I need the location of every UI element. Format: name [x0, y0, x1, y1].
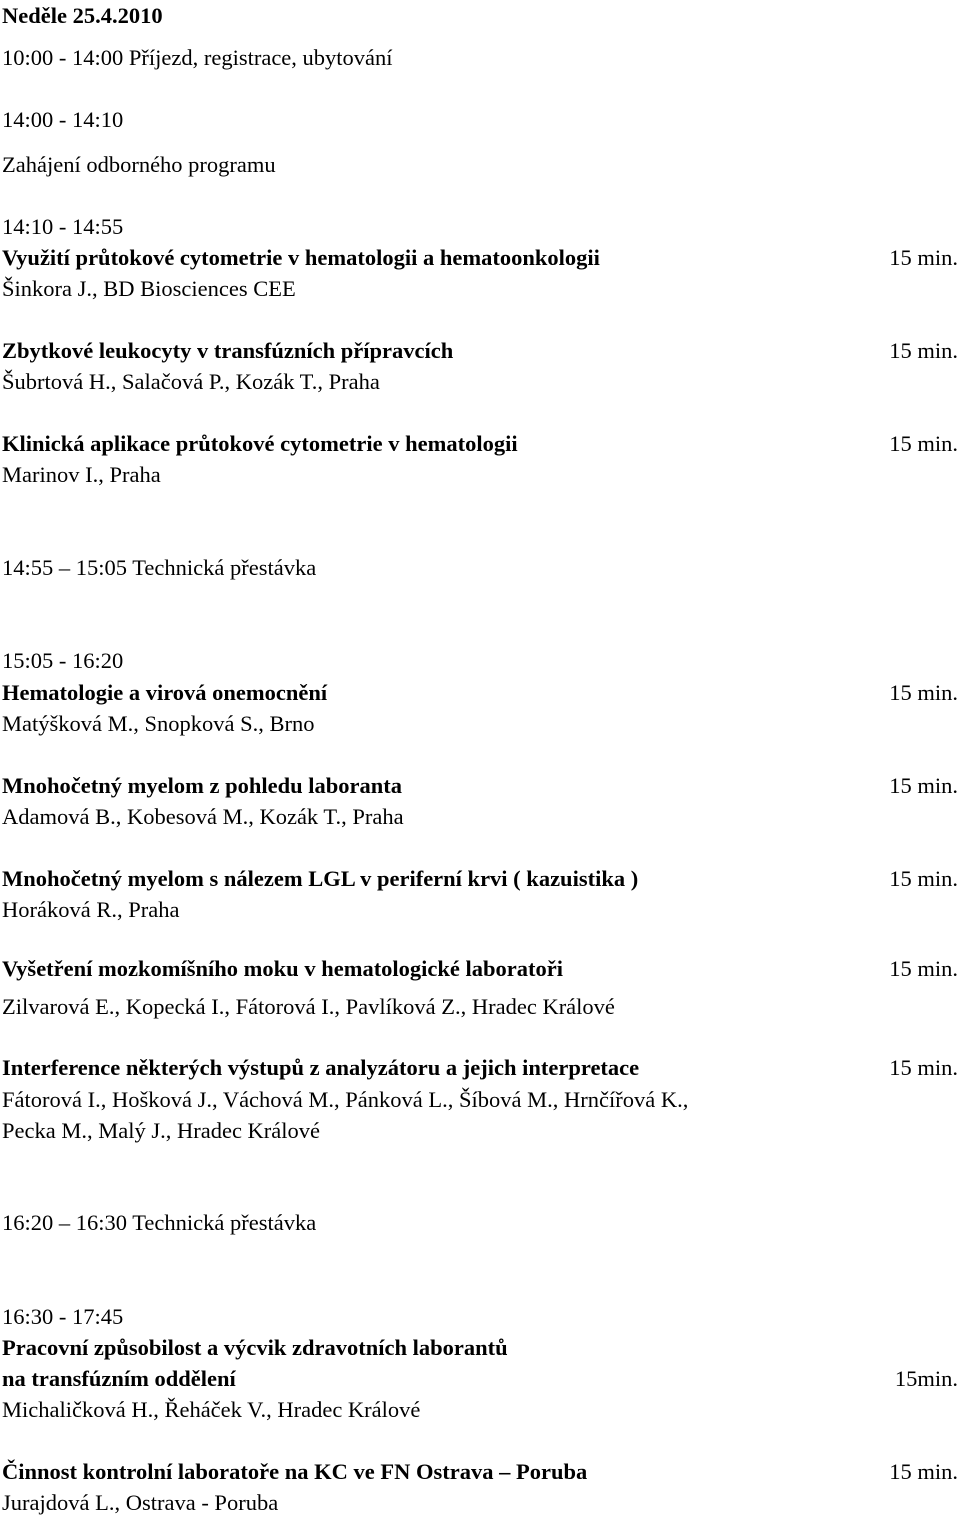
talk-authors: Fátorová I., Hošková J., Váchová M., Pánková L., Šíbová M., Hrnčířová K., [2, 1087, 689, 1112]
talk-authors: Marinov I., Praha [2, 462, 161, 487]
talk-authors: Michaličková H., Řeháček V., Hradec Králové [2, 1397, 421, 1422]
block2-time: 15:05 - 16:20 [2, 648, 124, 673]
block3-time: 16:30 - 17:45 [2, 1304, 124, 1329]
talk-title: Mnohočetný myelom z pohledu laboranta [2, 773, 403, 798]
talk-authors: Adamová B., Kobesová M., Kozák T., Praha [2, 804, 404, 829]
talk-authors: Šubrtová H., Salačová P., Kozák T., Praha [2, 369, 380, 394]
talk-title: na transfúzním oddělení [2, 1366, 236, 1391]
talk-authors: Zilvarová E., Kopecká I., Fátorová I., Pavlíková Z., Hradec Králové [2, 994, 615, 1019]
talk-duration: 15 min. [889, 245, 958, 270]
talk-title: Činnost kontrolní laboratoře na KC ve FN Ostrava – Poruba [2, 1459, 588, 1484]
arrival-line: 10:00 - 14:00 Příjezd, registrace, ubytování [2, 45, 393, 70]
talk-duration: 15min. [894, 1366, 958, 1391]
talk-title: Využití průtokové cytometrie v hematologii a hematoonkologii [2, 245, 600, 270]
talk-title: Hematologie a virová onemocnění [2, 680, 328, 705]
talk-duration: 15 min. [889, 338, 958, 363]
break-line: 16:20 – 16:30 Technická přestávka [2, 1210, 317, 1235]
talk-title: Klinická aplikace průtokové cytometrie v hematologii [2, 431, 518, 456]
opening-time: 14:00 - 14:10 [2, 107, 124, 132]
talk-duration: 15 min. [889, 956, 958, 981]
talk-authors: Matýšková M., Snopková S., Brno [2, 711, 315, 736]
talk-duration: 15 min. [889, 866, 958, 891]
talk-title: Mnohočetný myelom s nálezem LGL v periferní krvi ( kazuistika ) [2, 866, 639, 891]
talk-duration: 15 min. [889, 1459, 958, 1484]
talk-authors: Pecka M., Malý J., Hradec Králové [2, 1118, 321, 1143]
talk-duration: 15 min. [889, 773, 958, 798]
opening-title: Zahájení odborného programu [2, 152, 276, 177]
talk-duration: 15 min. [889, 431, 958, 456]
break-line: 14:55 – 15:05 Technická přestávka [2, 555, 317, 580]
talk-duration: 15 min. [889, 680, 958, 705]
talk-authors: Šinkora J., BD Biosciences CEE [2, 276, 296, 301]
talk-title: Interference některých výstupů z analyzátoru a jejich interpretace [2, 1055, 640, 1080]
talk-duration: 15 min. [889, 1055, 958, 1080]
talk-authors: Horáková R., Praha [2, 897, 180, 922]
block1-time: 14:10 - 14:55 [2, 214, 124, 239]
talk-title: Pracovní způsobilost a výcvik zdravotních laborantů [2, 1335, 508, 1360]
day-heading: Neděle 25.4.2010 [2, 3, 163, 28]
talk-title: Zbytkové leukocyty v transfúzních přípravcích [2, 338, 454, 363]
talk-authors: Jurajdová L., Ostrava - Poruba [2, 1490, 279, 1515]
talk-title: Vyšetření mozkomíšního moku v hematologické laboratoři [2, 956, 564, 981]
